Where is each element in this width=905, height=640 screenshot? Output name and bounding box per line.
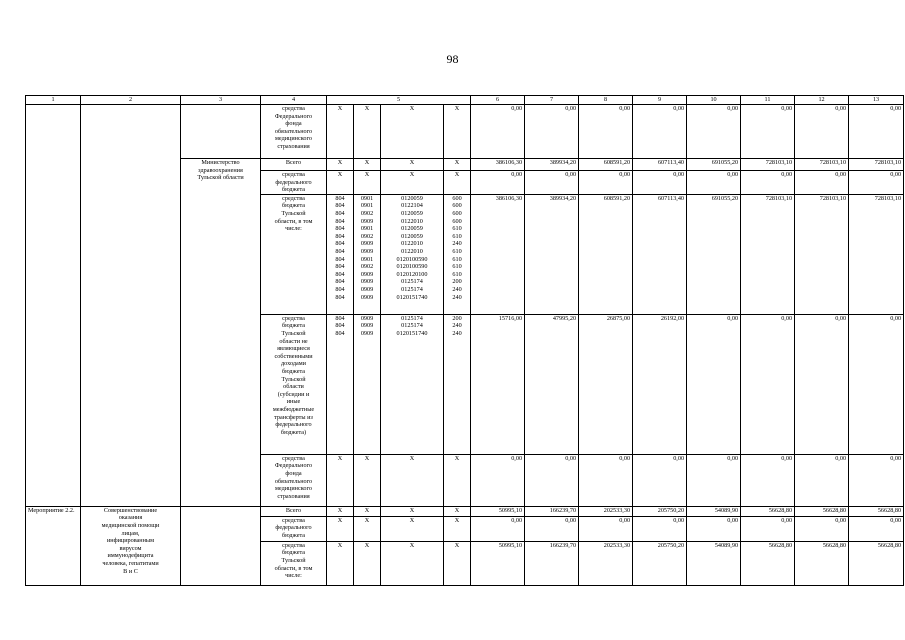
col3-cell <box>181 506 261 585</box>
text-line: 0901 <box>360 255 374 263</box>
text-line: здравоохранения <box>198 166 243 174</box>
value-cell: 0,00 <box>741 314 795 454</box>
code-cell: X <box>354 506 381 516</box>
code-grbs <box>327 194 354 314</box>
text-line: 804 <box>335 278 345 286</box>
text-line: Федерального <box>274 112 313 120</box>
value-cell: 0,00 <box>849 454 904 506</box>
value-cell: 0,00 <box>525 171 579 195</box>
text-line: области не <box>279 337 308 345</box>
value-cell: 56628,80 <box>795 541 849 585</box>
header-cell: 10 <box>687 96 741 105</box>
value-cell: 205750,20 <box>633 541 687 585</box>
value-cell: 15716,00 <box>471 314 525 454</box>
code-cell: X <box>444 105 471 159</box>
value-cell: 47995,20 <box>525 314 579 454</box>
value-cell: 205750,20 <box>633 506 687 516</box>
code-vr <box>444 314 471 454</box>
text-line: средства <box>282 541 305 549</box>
header-cell: 3 <box>181 96 261 105</box>
header-cell: 1 <box>26 96 81 105</box>
code-cell: X <box>354 454 381 506</box>
header-cell: 9 <box>633 96 687 105</box>
value-cell: 0,00 <box>849 171 904 195</box>
code-vr <box>444 194 471 314</box>
table-row <box>26 105 904 159</box>
text-line: 0902 <box>360 263 374 271</box>
text-line: 804 <box>335 314 345 322</box>
header-cell: 7 <box>525 96 579 105</box>
value-cell: 0,00 <box>741 171 795 195</box>
code-rzpr <box>354 314 381 454</box>
value-cell: 26192,00 <box>633 314 687 454</box>
text-line: бюджета <box>281 186 306 194</box>
text-line: Тульской <box>281 209 306 217</box>
value-cell: 728103,10 <box>741 194 795 314</box>
text-line: Всего <box>285 159 302 166</box>
source-label <box>261 105 327 159</box>
value-cell: 691055,20 <box>687 159 741 171</box>
ministry-cell <box>181 159 261 507</box>
value-cell: 54089,90 <box>687 541 741 585</box>
text-line: 0901 <box>360 194 374 202</box>
text-line: фонда <box>285 469 302 477</box>
text-line: 804 <box>335 225 345 233</box>
text-line: Тульской <box>281 556 306 564</box>
code-cell: X <box>354 516 381 541</box>
text-line: 0120100590 <box>396 263 428 271</box>
value-cell: 728103,10 <box>849 194 904 314</box>
code-cell: X <box>327 105 354 159</box>
value-cell: 608591,20 <box>579 159 633 171</box>
code-cell: X <box>381 516 444 541</box>
code-cell: X <box>444 454 471 506</box>
text-line: 600 <box>452 194 462 202</box>
code-cell: X <box>381 506 444 516</box>
col3-cell <box>181 105 261 159</box>
code-cell: X <box>444 516 471 541</box>
value-cell: 56628,80 <box>849 506 904 516</box>
text-line: собственными <box>274 352 313 360</box>
text-line: инфицированным <box>106 537 155 545</box>
header-cell: 11 <box>741 96 795 105</box>
text-line: области <box>283 383 304 391</box>
text-line: числе: <box>285 572 302 580</box>
text-line: страхования <box>277 492 310 500</box>
text-line: 0902 <box>360 209 374 217</box>
code-cell: X <box>327 454 354 506</box>
text-line: (субсидии и <box>277 390 310 398</box>
budget-table <box>25 95 904 586</box>
text-line: Тульской области <box>197 174 244 182</box>
text-line: межбюджетные <box>272 405 315 413</box>
text-line: 0909 <box>360 278 374 286</box>
value-cell: 166239,70 <box>525 541 579 585</box>
text-line: обязательного <box>274 127 313 135</box>
value-cell: 0,00 <box>525 105 579 159</box>
value-cell: 0,00 <box>579 171 633 195</box>
value-cell: 0,00 <box>579 516 633 541</box>
value-cell: 0,00 <box>687 171 741 195</box>
text-line: 0120151740 <box>396 329 428 337</box>
value-cell: 389934,20 <box>525 194 579 314</box>
source-label <box>261 159 327 171</box>
value-cell: 50995,10 <box>471 506 525 516</box>
code-cell: X <box>381 105 444 159</box>
code-cell: X <box>444 541 471 585</box>
header-cell: 2 <box>81 96 181 105</box>
value-cell: 691055,20 <box>687 194 741 314</box>
value-cell: 56628,80 <box>741 541 795 585</box>
text-line: иммунодефицита <box>107 552 154 560</box>
text-line: 600 <box>452 209 462 217</box>
text-line: 0120151740 <box>396 293 428 301</box>
value-cell: 0,00 <box>525 454 579 506</box>
code-cell: X <box>354 541 381 585</box>
source-label <box>261 194 327 314</box>
code-cell: X <box>444 506 471 516</box>
text-line: бюджета <box>281 322 306 330</box>
header-cell: 5 <box>327 96 471 105</box>
code-cell: X <box>381 541 444 585</box>
text-line: области, в том <box>274 564 313 572</box>
text-line: 0120059 <box>401 194 423 202</box>
value-cell: 0,00 <box>741 105 795 159</box>
value-cell: 0,00 <box>633 105 687 159</box>
value-cell: 728103,10 <box>795 159 849 171</box>
value-cell: 0,00 <box>471 171 525 195</box>
value-cell: 0,00 <box>795 314 849 454</box>
text-line: 200 <box>452 278 462 286</box>
value-cell: 0,00 <box>633 454 687 506</box>
value-cell: 0,00 <box>687 105 741 159</box>
text-line: 0125174 <box>401 322 423 330</box>
text-line: 600 <box>452 202 462 210</box>
value-cell: 0,00 <box>687 454 741 506</box>
text-line: медицинского <box>275 485 312 493</box>
text-line: средства <box>282 105 305 112</box>
text-line: 804 <box>335 209 345 217</box>
text-line: медицинского <box>275 135 312 143</box>
text-line: 804 <box>335 194 345 202</box>
text-line: 240 <box>452 285 462 293</box>
text-line: 0120100590 <box>396 255 428 263</box>
text-line: 0902 <box>360 232 374 240</box>
text-line: 804 <box>335 202 345 210</box>
value-cell: 0,00 <box>525 516 579 541</box>
code-cell: X <box>354 159 381 171</box>
text-line: 0120120100 <box>396 270 428 278</box>
text-line: 0125174 <box>401 285 423 293</box>
value-cell: 0,00 <box>633 516 687 541</box>
text-line: 240 <box>452 329 462 337</box>
text-line: Министерство <box>201 159 240 166</box>
value-cell: 607113,40 <box>633 159 687 171</box>
text-line: 0909 <box>360 314 374 322</box>
text-line: 610 <box>452 225 462 233</box>
text-line: 0120059 <box>401 209 423 217</box>
text-line: числе: <box>285 225 302 233</box>
value-cell: 166239,70 <box>525 506 579 516</box>
text-line: бюджета <box>281 202 306 210</box>
value-cell: 0,00 <box>471 454 525 506</box>
header-cell: 8 <box>579 96 633 105</box>
text-line: бюджета) <box>280 428 307 436</box>
text-line: 610 <box>452 247 462 255</box>
text-line: 610 <box>452 263 462 271</box>
value-cell: 54089,90 <box>687 506 741 516</box>
value-cell: 0,00 <box>687 314 741 454</box>
text-line: В и С <box>123 567 138 575</box>
text-line: Тульской <box>281 329 306 337</box>
text-line: 804 <box>335 232 345 240</box>
text-line: 0909 <box>360 285 374 293</box>
source-label <box>261 516 327 541</box>
header-cell: 4 <box>261 96 327 105</box>
text-line: средства <box>282 314 305 322</box>
code-rzpr <box>354 194 381 314</box>
text-line: 804 <box>335 240 345 248</box>
text-line: бюджета <box>281 531 306 539</box>
code-cell: X <box>381 171 444 195</box>
text-line: средства <box>282 454 305 462</box>
value-cell: 0,00 <box>795 516 849 541</box>
value-cell: 0,00 <box>579 105 633 159</box>
value-cell: 0,00 <box>741 454 795 506</box>
text-line: 0120059 <box>401 225 423 233</box>
value-cell: 56628,80 <box>795 506 849 516</box>
text-line: страхования <box>277 142 310 150</box>
text-line: трансферты из <box>274 413 313 421</box>
value-cell: 607113,40 <box>633 194 687 314</box>
text-line: 610 <box>452 270 462 278</box>
text-line: 0909 <box>360 293 374 301</box>
text-line: лицам, <box>121 529 140 537</box>
text-line: Совершенствование <box>103 506 158 514</box>
code-cell: X <box>381 159 444 171</box>
event-name <box>81 506 181 585</box>
text-line: 200 <box>452 314 462 322</box>
value-cell: 56628,80 <box>849 541 904 585</box>
value-cell: 0,00 <box>849 314 904 454</box>
text-line: 0909 <box>360 247 374 255</box>
value-cell: 608591,20 <box>579 194 633 314</box>
value-cell: 26875,00 <box>579 314 633 454</box>
text-line: федерального <box>275 421 312 429</box>
value-cell: 386106,30 <box>471 159 525 171</box>
text-line: фонда <box>285 120 302 128</box>
text-line: 240 <box>452 322 462 330</box>
header-row <box>26 96 904 105</box>
text-line: 0122010 <box>401 217 423 225</box>
header-cell: 6 <box>471 96 525 105</box>
source-label <box>261 314 327 454</box>
value-cell: 389934,20 <box>525 159 579 171</box>
code-cell: X <box>354 171 381 195</box>
source-label <box>261 541 327 585</box>
source-label <box>261 506 327 516</box>
text-line: 804 <box>335 255 345 263</box>
text-line: Всего <box>285 506 302 514</box>
value-cell: 0,00 <box>579 454 633 506</box>
value-cell: 728103,10 <box>741 159 795 171</box>
col2-cell <box>81 105 181 507</box>
text-line: 0125174 <box>401 278 423 286</box>
text-line: 0901 <box>360 202 374 210</box>
code-csr <box>381 194 444 314</box>
value-cell: 50995,10 <box>471 541 525 585</box>
text-line: 0122010 <box>401 240 423 248</box>
table-row <box>26 506 904 516</box>
value-cell: 56628,80 <box>741 506 795 516</box>
text-line: 0901 <box>360 225 374 233</box>
value-cell: 0,00 <box>795 105 849 159</box>
text-line: Тульской <box>281 375 306 383</box>
text-line: 0120059 <box>401 232 423 240</box>
code-cell: X <box>327 171 354 195</box>
code-cell: X <box>444 171 471 195</box>
value-cell: 202533,30 <box>579 541 633 585</box>
text-line: 610 <box>452 255 462 263</box>
event-id: Мероприятие 2.2. <box>26 506 81 585</box>
text-line: области, в том <box>274 217 313 225</box>
text-line: оказания <box>118 514 143 522</box>
text-line: 0909 <box>360 217 374 225</box>
value-cell: 0,00 <box>741 516 795 541</box>
value-cell: 0,00 <box>471 105 525 159</box>
text-line: человека, гепатитами <box>102 559 159 567</box>
text-line: 804 <box>335 329 345 337</box>
value-cell: 202533,30 <box>579 506 633 516</box>
text-line: 804 <box>335 247 345 255</box>
code-cell: X <box>444 159 471 171</box>
text-line: доходами <box>281 360 306 368</box>
value-cell: 0,00 <box>795 454 849 506</box>
text-line: являющиеся <box>277 345 310 353</box>
text-line: 0909 <box>360 329 374 337</box>
text-line: 804 <box>335 217 345 225</box>
value-cell: 0,00 <box>687 516 741 541</box>
text-line: 0122010 <box>401 247 423 255</box>
value-cell: 0,00 <box>471 516 525 541</box>
text-line: 0122104 <box>401 202 423 210</box>
value-cell: 0,00 <box>633 171 687 195</box>
text-line: бюджета <box>281 367 306 375</box>
text-line: Федерального <box>274 462 313 470</box>
text-line: 610 <box>452 232 462 240</box>
text-line: федерального <box>275 178 312 186</box>
text-line: медицинской помощи <box>101 521 160 529</box>
page-number: 98 <box>446 52 459 66</box>
code-grbs <box>327 314 354 454</box>
text-line: средства <box>282 171 305 178</box>
code-cell: X <box>327 159 354 171</box>
text-line: обязательного <box>274 477 313 485</box>
text-line: 240 <box>452 240 462 248</box>
code-csr <box>381 314 444 454</box>
value-cell: 386106,30 <box>471 194 525 314</box>
text-line: 240 <box>452 293 462 301</box>
text-line: 0909 <box>360 322 374 330</box>
text-line: 0125174 <box>401 314 423 322</box>
text-line: 804 <box>335 293 345 301</box>
text-line: бюджета <box>281 549 306 557</box>
code-cell: X <box>327 516 354 541</box>
text-line: федерального <box>275 524 312 532</box>
value-cell: 0,00 <box>795 171 849 195</box>
text-line: 804 <box>335 263 345 271</box>
text-line: 600 <box>452 217 462 225</box>
text-line: вирусом <box>119 544 142 552</box>
value-cell: 728103,10 <box>849 159 904 171</box>
text-line: 804 <box>335 285 345 293</box>
code-cell: X <box>354 105 381 159</box>
value-cell: 0,00 <box>849 516 904 541</box>
code-cell: X <box>381 454 444 506</box>
source-label <box>261 171 327 195</box>
text-line: средства <box>282 516 305 524</box>
header-cell: 13 <box>849 96 904 105</box>
col1-cell <box>26 105 81 507</box>
text-line: 0909 <box>360 270 374 278</box>
text-line: иные <box>286 398 301 406</box>
text-line: средства <box>282 194 305 202</box>
source-label <box>261 454 327 506</box>
value-cell: 0,00 <box>849 105 904 159</box>
text-line: 804 <box>335 322 345 330</box>
code-cell: X <box>327 506 354 516</box>
text-line: 0909 <box>360 240 374 248</box>
header-cell: 12 <box>795 96 849 105</box>
code-cell: X <box>327 541 354 585</box>
text-line: 804 <box>335 270 345 278</box>
value-cell: 728103,10 <box>795 194 849 314</box>
